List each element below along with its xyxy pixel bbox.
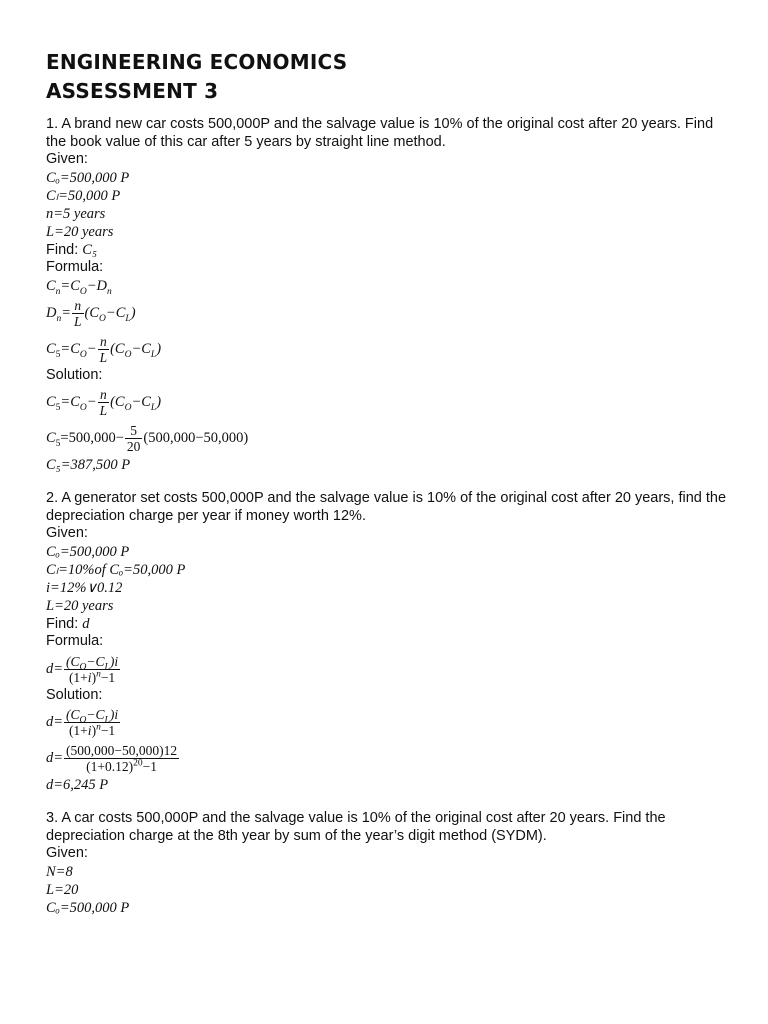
- solution-step-2: d= $\frac{(500,000-50,000)12}{(1+0.12)^{20}-1}$: [46, 743, 178, 775]
- solution-result: C₅=387,500 P: [46, 457, 131, 473]
- find-variable: C₅: [82, 241, 97, 258]
- given-i: i=12%∨0.12: [46, 579, 123, 596]
- document-page: [46, 48, 736, 917]
- given-co: Cₒ=500,000 P: [46, 899, 130, 916]
- find-line: [46, 241, 736, 260]
- sinking-fund-formula: d= $\frac{(C_O-C_L)i}{(1+i)^n-1}$: [46, 653, 119, 685]
- solution-step-1: d= $\frac{(C_O-C_L)i}{(1+i)^n-1}$: [46, 707, 119, 739]
- find-label: Find:: [46, 241, 79, 258]
- problem-2-statement: 2. A generator set costs 500,000P and the salvage value is 10% of the original cost after 20 years, find the depreciation charge per year if money worth 12%.: [46, 490, 727, 524]
- formula-1: $C_n=C_O-D_n$: [46, 277, 112, 297]
- given-n: n=5 years: [46, 205, 106, 222]
- find-label: Find:: [46, 615, 79, 632]
- given-L: L=20 years: [46, 223, 114, 240]
- find-variable: d: [82, 615, 90, 632]
- find-line: [46, 615, 736, 634]
- given-L: L=20: [46, 881, 79, 898]
- solution-step-2: $C_5=500,000-$ $\frac{5}{20}$ (500,000−50,000): [46, 423, 249, 455]
- given-L: L=20 years: [46, 597, 114, 614]
- document-title: ENGINEERING ECONOMICS: [46, 50, 348, 74]
- formula-label: Formula:: [46, 259, 104, 275]
- given-label: Given:: [46, 151, 88, 167]
- problem-2: [46, 490, 736, 794]
- given-co: Cₒ=500,000 P: [46, 543, 130, 560]
- formula-3: $C_5=C_O-$ $\frac{n}{L}$ $(C_O-C_L)$: [46, 333, 162, 365]
- solution-result: d=6,245 P: [46, 777, 109, 793]
- problem-3-statement: 3. A car costs 500,000P and the salvage value is 10% of the original cost after 20 years. Find the depreciation charge at the 8th year by sum of the year’s digit method (SYDM).: [46, 810, 666, 844]
- solution-label: Solution:: [46, 366, 103, 383]
- solution-label: Solution:: [46, 686, 103, 703]
- problem-1: [46, 116, 736, 474]
- given-N: N=8: [46, 863, 73, 880]
- problem-1-statement: 1. A brand new car costs 500,000P and the salvage value is 10% of the original cost after 20 years. Find the book value of this car after 5 years by straight line method.: [46, 116, 714, 150]
- given-label: Given:: [46, 845, 88, 861]
- given-label: Given:: [46, 525, 88, 541]
- given-co: Cₒ=500,000 P: [46, 169, 130, 186]
- problem-3: [46, 810, 736, 917]
- formula-label: Formula:: [46, 633, 104, 649]
- formula-2: $D_n=$ $\frac{n}{L}$ $(C_O-C_L)$: [46, 297, 136, 329]
- given-cl: Cₗ=50,000 P: [46, 187, 121, 204]
- solution-step-1: $C_5=C_O-$ $\frac{n}{L}$ $(C_O-C_L)$: [46, 387, 162, 419]
- given-cl: Cₗ=10%of Cₒ=50,000 P: [46, 561, 186, 578]
- document-subtitle: ASSESSMENT 3: [46, 79, 219, 103]
